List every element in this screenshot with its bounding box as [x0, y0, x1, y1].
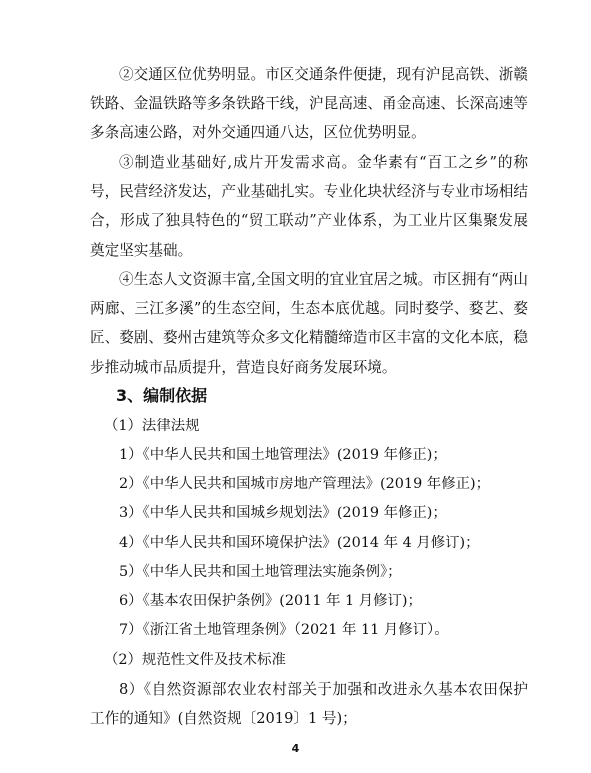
paragraph-manufacturing: ③制造业基础好,成片开发需求高。金华素有“百工之乡”的称号，民营经济发达，产业基础扎实。专业化块状经济与专业市场相结合，形成了独具特色的“贸工联动”产业体系，为工业片区集聚发展奠定坚实基础。: [90, 154, 528, 259]
paragraph-ecology-culture: ④生态人文资源丰富,全国文明的宜业宜居之城。市区拥有“两山两廊、三江多溪”的生态空间，生态本底优越。同时婺学、婺艺、婺匠、婺剧、婺州古建筑等众多文化精髓缔造市区丰富的文化本底，稳步推动城市品质提升，营造良好商务发展环境。: [90, 271, 528, 376]
law-item-5: 5）《中华人民共和国土地管理法实施条例》；: [119, 564, 402, 580]
law-item-1: 1）《中华人民共和国土地管理法》(2019 年修正)；: [119, 447, 447, 463]
law-item-6: 6）《基本农田保护条例》(2011 年 1 月修订)；: [119, 593, 422, 609]
law-item-3: 3）《中华人民共和国城乡规划法》(2019 年修正)；: [119, 505, 447, 521]
paragraph-transport: ②交通区位优势明显。市区交通条件便捷，现有沪昆高铁、浙赣铁路、金温铁路等多条铁路干线，沪昆高速、甬金高速、长深高速等多条高速公路，对外交通四通八达，区位优势明显。: [90, 66, 528, 142]
law-item-2: 2）《中华人民共和国城市房地产管理法》(2019 年修正)；: [119, 476, 490, 492]
law-item-7: 7）《浙江省土地管理条例》（2021 年 11 月修订）。: [119, 622, 449, 638]
subsection-laws-heading: （1）法律法规: [104, 418, 200, 434]
subsection-standards-heading: （2）规范性文件及技术标准: [104, 652, 286, 668]
section-heading: 3、编制依据: [116, 386, 208, 405]
law-item-4: 4）《中华人民共和国环境保护法》(2014 年 4 月修订)；: [119, 535, 480, 551]
standard-item-8: 8）《自然资源部农业农村部关于加强和改进永久基本农田保护工作的通知》(自然资规〔2019〕1 号)；: [90, 681, 528, 728]
page-number: 4: [291, 742, 300, 755]
